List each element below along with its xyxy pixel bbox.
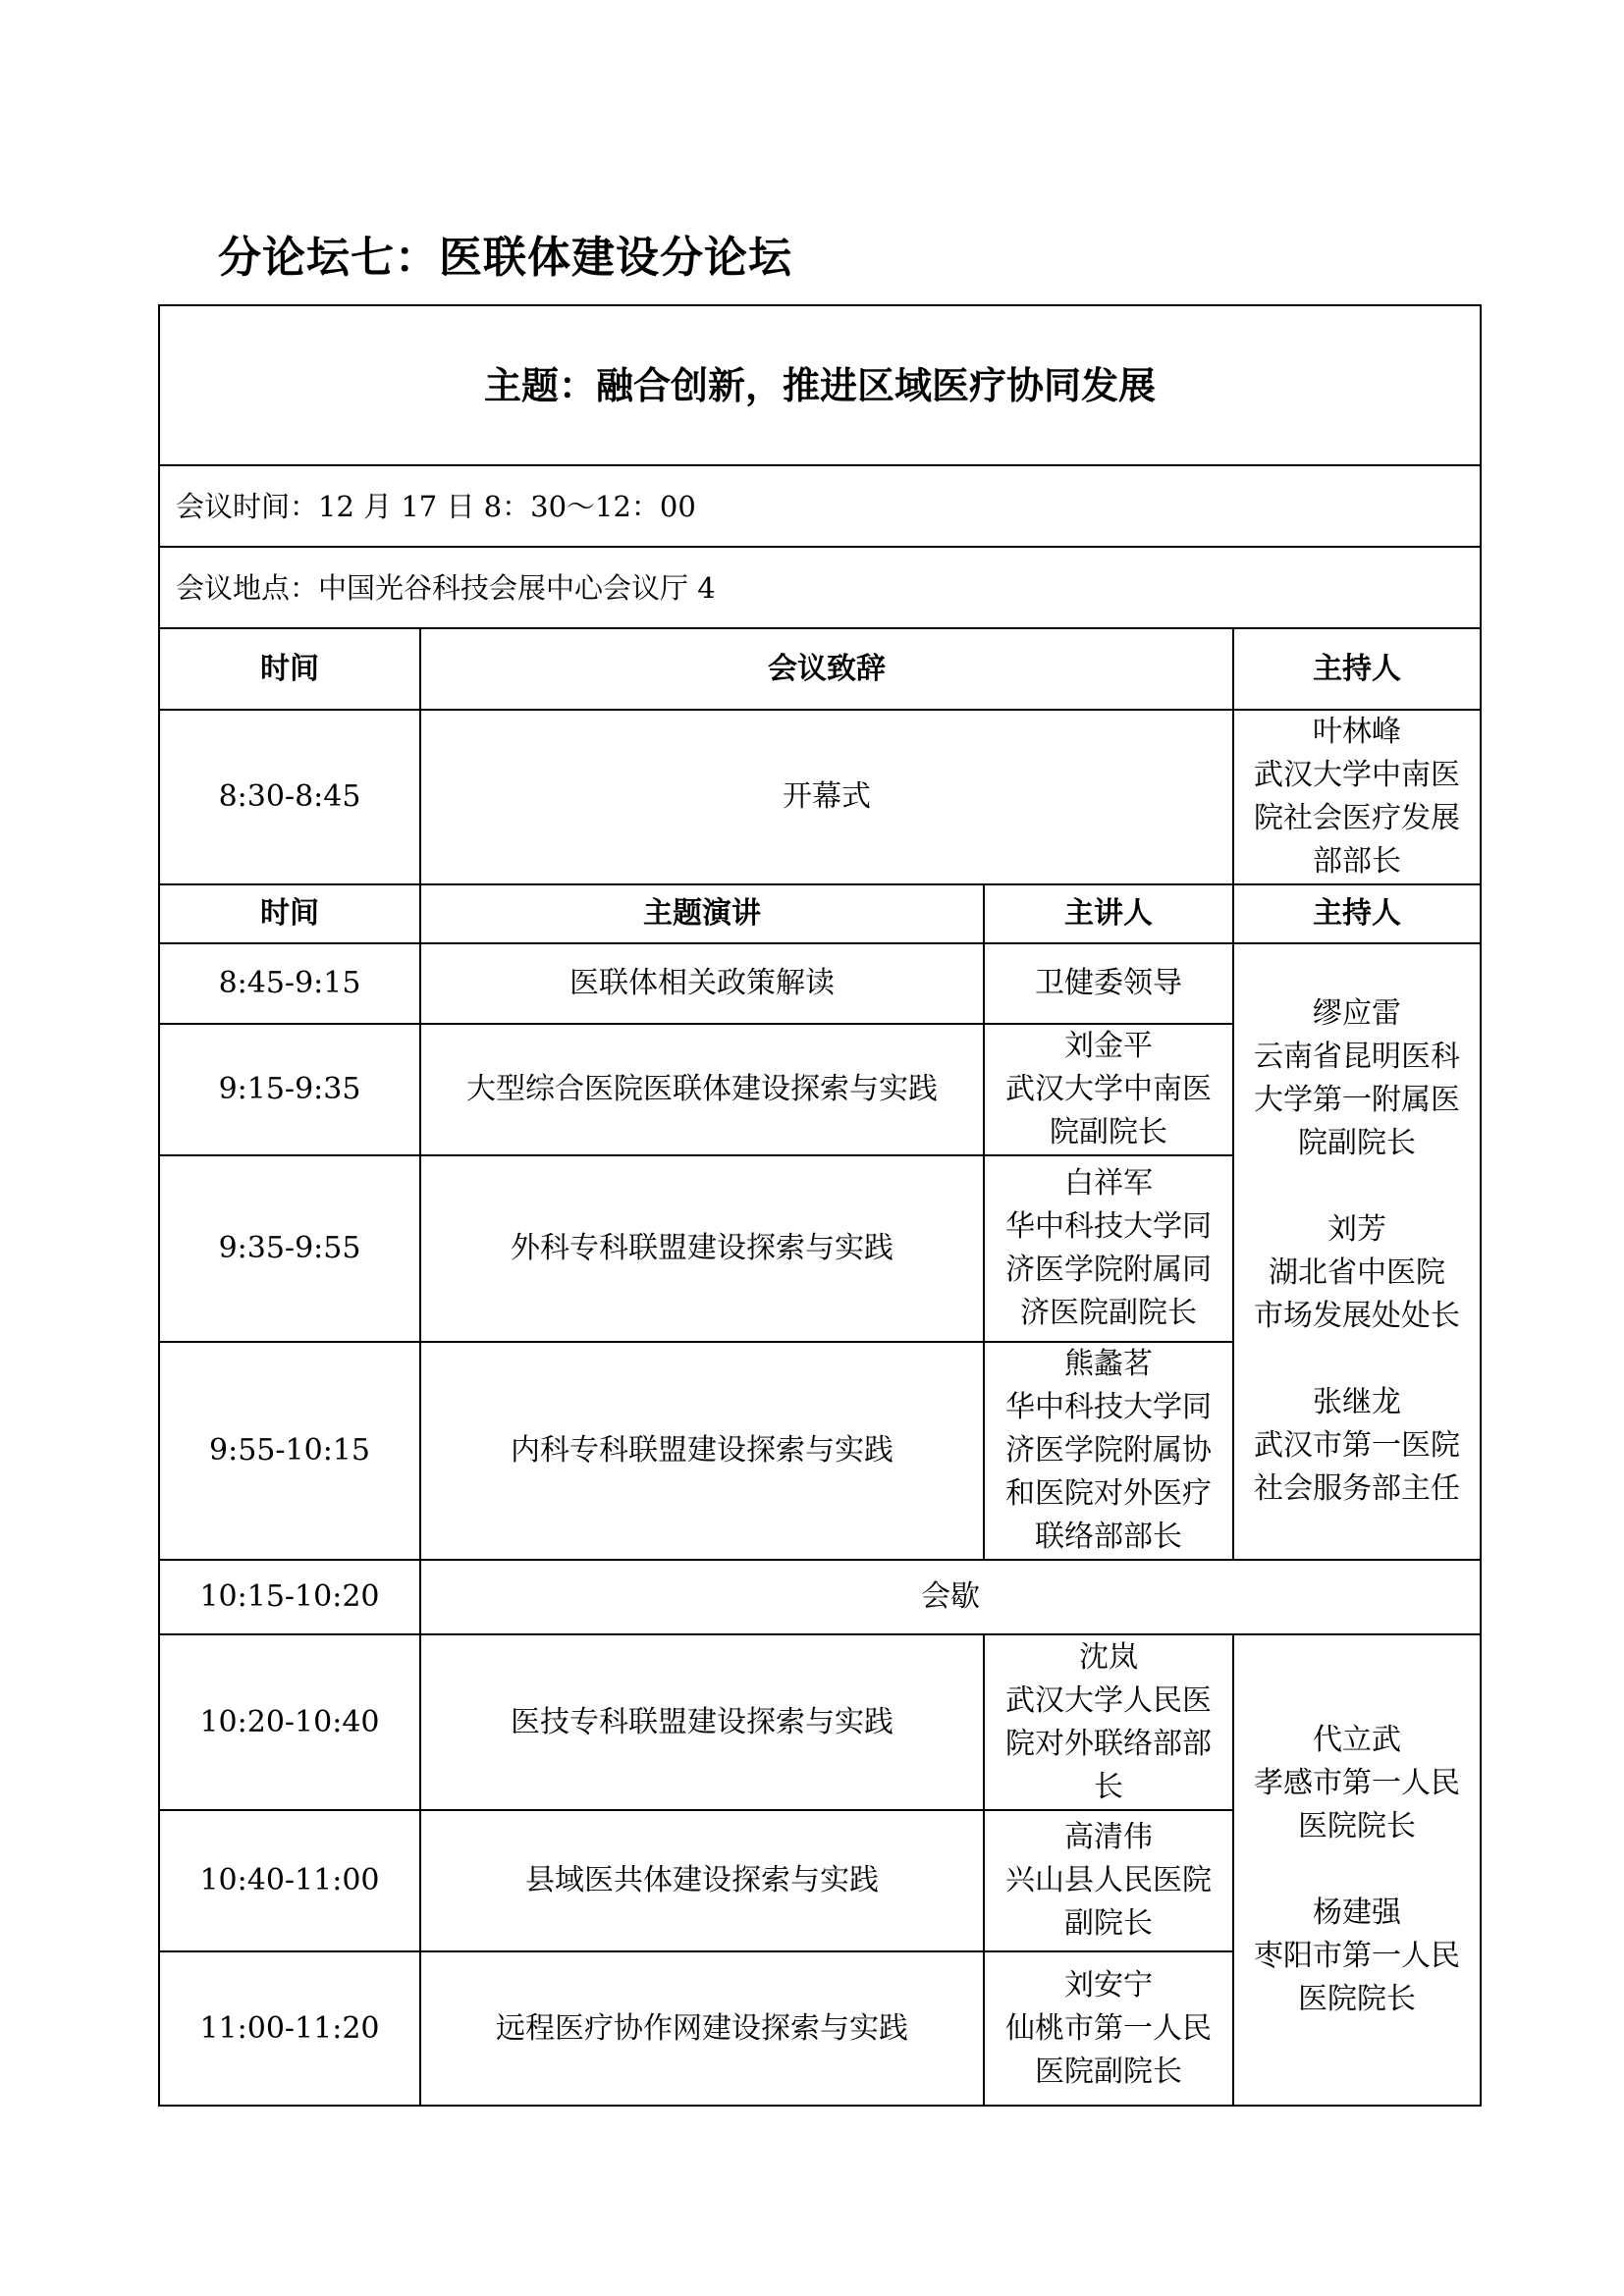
table-row [159, 943, 1481, 1024]
speaker-line: 武汉大学中南医 [1005, 1072, 1212, 1106]
speaker-line: 熊蠡茗 [1064, 1347, 1153, 1381]
speaker-line: 济医院副院长 [1020, 1296, 1197, 1330]
meeting-location: 会议地点：中国光谷科技会展中心会议厅 4 [159, 547, 1481, 628]
session-time: 9:15-9:35 [159, 1024, 420, 1155]
session-time: 11:00-11:20 [159, 1951, 420, 2106]
header-time: 时间 [159, 884, 420, 943]
speaker-line: 长 [1094, 1769, 1123, 1804]
host-line: 云南省昆明医科 [1254, 1040, 1460, 1074]
theme-row [159, 305, 1481, 465]
break-time: 10:15-10:20 [159, 1560, 420, 1634]
opening-host-line: 部部长 [1313, 844, 1401, 879]
opening-host-line: 武汉大学中南医 [1254, 758, 1460, 792]
host-line: 湖北省中医院 [1269, 1255, 1445, 1290]
session-time: 10:40-11:00 [159, 1810, 420, 1951]
break-label: 会歇 [420, 1560, 1481, 1634]
opening-time: 8:30-8:45 [159, 710, 420, 884]
speaker-line: 武汉大学人民医 [1005, 1682, 1212, 1718]
session-topic: 医联体相关政策解读 [420, 943, 984, 1024]
session-time: 10:20-10:40 [159, 1634, 420, 1810]
speaker-line: 华中科技大学同 [1005, 1209, 1212, 1244]
speaker-line: 华中科技大学同 [1005, 1390, 1212, 1424]
header-row-2 [159, 884, 1481, 943]
opening-name: 开幕式 [420, 710, 1233, 884]
opening-host [1233, 710, 1481, 884]
speaker-line: 兴山县人民医院 [1005, 1863, 1212, 1897]
session-topic: 远程医疗协作网建设探索与实践 [420, 1951, 984, 2106]
meeting-time: 会议时间：12 月 17 日 8：30～12：00 [159, 465, 1481, 547]
header-time: 时间 [159, 628, 420, 710]
host-line: 社会服务部主任 [1254, 1471, 1460, 1506]
header-topic: 主题演讲 [420, 884, 984, 943]
session-time: 9:35-9:55 [159, 1155, 420, 1342]
host-line: 医院院长 [1298, 1982, 1416, 2016]
speaker-line: 院副院长 [1050, 1115, 1167, 1149]
header-speaker: 主讲人 [984, 884, 1233, 943]
host-spacer [1238, 1848, 1476, 1892]
session-topic: 内科专科联盟建设探索与实践 [420, 1342, 984, 1560]
speaker-line: 白祥军 [1064, 1166, 1153, 1201]
session-topic: 大型综合医院医联体建设探索与实践 [420, 1024, 984, 1155]
host-line: 刘芳 [1327, 1212, 1386, 1247]
session-topic: 医技专科联盟建设探索与实践 [420, 1634, 984, 1810]
session-speaker [984, 1951, 1233, 2106]
agenda-table [158, 304, 1482, 2107]
host-spacer [1238, 1165, 1476, 1208]
host-line: 缪应雷 [1313, 996, 1401, 1031]
header-speech: 会议致辞 [420, 628, 1233, 710]
host-line: 武汉市第一医院 [1254, 1428, 1460, 1463]
session1-hosts [1233, 943, 1481, 1560]
session-speaker [984, 943, 1233, 1024]
speaker-line: 和医院对外医疗 [1005, 1476, 1212, 1511]
location-row [159, 547, 1481, 628]
session-speaker [984, 1342, 1233, 1560]
theme-heading: 主题：融合创新，推进区域医疗协同发展 [159, 305, 1481, 465]
speaker-line: 院对外联络部部 [1005, 1726, 1212, 1761]
session-speaker [984, 1810, 1233, 1951]
host-line: 大学第一附属医 [1254, 1083, 1460, 1117]
host-line: 医院院长 [1298, 1809, 1416, 1843]
header-host: 主持人 [1233, 628, 1481, 710]
speaker-line: 联络部部长 [1035, 1520, 1182, 1554]
session-time: 8:45-9:15 [159, 943, 420, 1024]
speaker-line: 卫健委领导 [1035, 966, 1182, 1000]
time-row [159, 465, 1481, 547]
host-line: 代立武 [1313, 1723, 1401, 1757]
break-row [159, 1560, 1481, 1634]
host-line: 枣阳市第一人民 [1254, 1939, 1460, 1973]
host-line: 孝感市第一人民 [1254, 1766, 1460, 1800]
host-spacer [1238, 1338, 1476, 1381]
session2-hosts [1233, 1634, 1481, 2106]
opening-host-line: 叶林峰 [1313, 715, 1401, 749]
session-speaker [984, 1155, 1233, 1342]
session-time: 9:55-10:15 [159, 1342, 420, 1560]
speaker-line: 医院副院长 [1035, 2054, 1182, 2089]
session-speaker [984, 1634, 1233, 1810]
header-host: 主持人 [1233, 884, 1481, 943]
speaker-line: 刘安宁 [1064, 1967, 1153, 2002]
speaker-line: 高清伟 [1064, 1820, 1153, 1854]
table-row [159, 1634, 1481, 1810]
speaker-line: 济医学院附属同 [1005, 1253, 1212, 1287]
host-line: 院副院长 [1298, 1126, 1416, 1160]
speaker-line: 副院长 [1064, 1906, 1153, 1941]
session-speaker [984, 1024, 1233, 1155]
opening-row [159, 710, 1481, 884]
speaker-line: 仙桃市第一人民 [1005, 2010, 1212, 2046]
host-line: 杨建强 [1313, 1896, 1401, 1930]
session-topic: 县域医共体建设探索与实践 [420, 1810, 984, 1951]
speaker-line: 刘金平 [1064, 1029, 1153, 1063]
opening-host-line: 院社会医疗发展 [1254, 801, 1460, 835]
speaker-line: 沈岚 [1079, 1639, 1138, 1675]
host-line: 市场发展处处长 [1254, 1299, 1460, 1333]
page-title: 分论坛七：医联体建设分论坛 [218, 233, 792, 283]
session-topic: 外科专科联盟建设探索与实践 [420, 1155, 984, 1342]
speaker-line: 济医学院附属协 [1005, 1433, 1212, 1468]
host-line: 张继龙 [1313, 1385, 1401, 1419]
header-row-1 [159, 628, 1481, 710]
